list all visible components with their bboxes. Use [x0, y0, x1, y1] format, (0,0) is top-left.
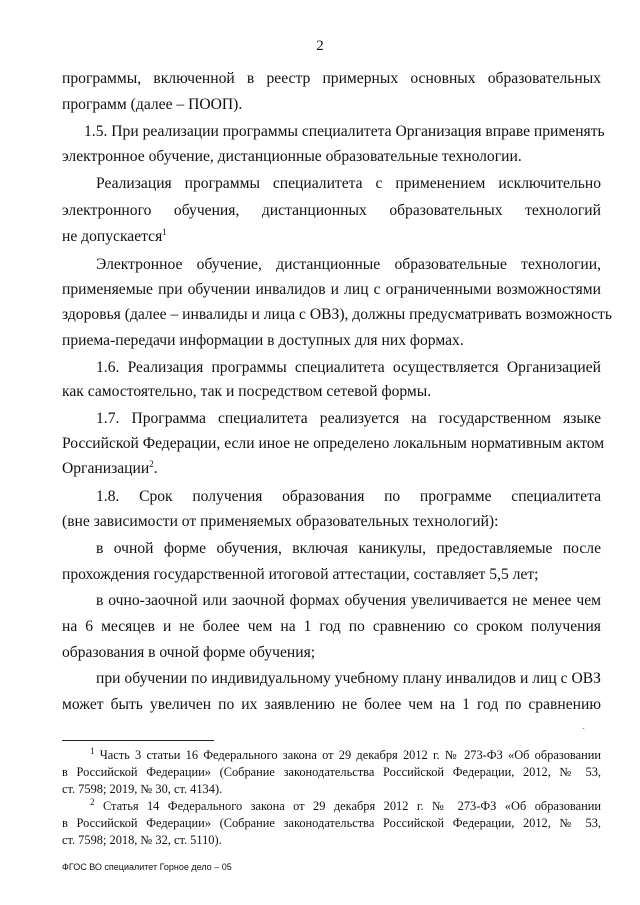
footnote-line-text: в Российской Федерации» (Собрание законодательства Российской Федерации, 2012, № 53, — [62, 765, 601, 779]
body-line-text: Реализация программы специалитета с применением исключительно — [96, 175, 601, 192]
body-line — [96, 255, 601, 275]
footnote-line-text: ст. 7598; 2019, № 30, ст. 4134). — [62, 782, 223, 796]
body-line — [96, 669, 601, 689]
body-line — [96, 539, 601, 559]
body-line — [62, 305, 612, 325]
footnote-reference: 2 — [149, 458, 154, 469]
footnote-line-text: Часть 3 статьи 16 Федерального закона от 29 декабря 2012 г. № 273-ФЗ «Об образовании — [99, 748, 601, 762]
page-number: 2 — [316, 38, 324, 54]
body-line — [62, 69, 601, 89]
footnote-line — [90, 747, 601, 764]
body-line — [62, 227, 601, 247]
body-line — [62, 331, 601, 351]
body-line-text: приема-передачи информации в доступных для них формах. — [62, 332, 464, 349]
body-line — [96, 409, 601, 429]
body-line-text: программ (далее – ПООП). — [62, 96, 243, 113]
body-line — [96, 358, 601, 378]
body-line-text: в очно-заочной или заочной формах обучения увеличивается не менее чем — [96, 592, 601, 609]
body-line-text: 1.8. Срок получения образования по программе специалитета — [96, 488, 601, 505]
body-line — [96, 487, 601, 507]
body-line-text: электронного обучения, дистанционных образовательных технологий — [62, 202, 601, 219]
footnote-line — [62, 781, 601, 798]
body-line-text: прохождения государственной итоговой аттестации, составляет 5,5 лет; — [62, 566, 539, 583]
body-line — [62, 512, 601, 532]
body-line-text: программы, включенной в реестр примерных основных образовательных — [62, 70, 601, 87]
footnote-line — [62, 764, 601, 781]
body-line — [62, 95, 601, 115]
body-line — [96, 174, 601, 194]
body-line-text: 1.6. Реализация программы специалитета осуществляется Организацией — [96, 359, 601, 376]
body-line-text: может быть увеличен по их заявлению не более чем на 1 год по сравнению — [62, 696, 601, 713]
body-line-text: применяемые при обучении инвалидов и лиц с ограниченными возможностями — [62, 281, 601, 298]
body-line-text: при обучении по индивидуальному учебному плану инвалидов и лиц с ОВЗ — [96, 670, 601, 687]
body-line-text: в очной форме обучения, включая каникулы, предоставляемые после — [96, 540, 601, 557]
body-line: Организации$^2$. — [62, 458, 158, 477]
body-line — [62, 434, 605, 454]
footnote-line-text: ст. 7598; 2018, № 32, ст. 5110). — [62, 833, 222, 847]
body-line-text: 1.5. При реализации программы специалитета Организация вправе применять — [84, 123, 605, 140]
footnote-line — [90, 798, 601, 815]
footnote-separator — [62, 740, 214, 741]
body-line-text: здоровья (далее – инвалиды и лица с ОВЗ), должны предусматривать возможность — [62, 306, 612, 323]
footnote-line-text: в Российской Федерации» (Собрание законодательства Российской Федерации, 2012, № 53, — [62, 816, 601, 830]
body-line — [62, 617, 601, 637]
body-line — [62, 643, 601, 663]
footnote-line — [62, 832, 601, 849]
body-line — [62, 565, 601, 585]
body-line-text: не допускается — [62, 228, 163, 245]
body-line-text: Организации — [62, 460, 150, 477]
body-line — [84, 122, 605, 142]
body-line — [62, 280, 601, 300]
body-line-text: образования в очной форме обучения; — [62, 644, 316, 661]
page-footer: ФГОС ВО специалитет Горное дело – 05 — [62, 862, 232, 872]
body-line — [62, 201, 601, 221]
body-line-text: (вне зависимости от применяемых образовательных технологий): — [62, 513, 499, 530]
footnote-marker: 1 — [90, 745, 95, 756]
body-line-text: Российской Федерации, если иное не определено локальным нормативным актом — [62, 435, 605, 452]
footnote-line-text: Статья 14 Федерального закона от 29 декабря 2012 г. № 273-ФЗ «Об образовании — [102, 799, 601, 813]
body-line-text: 1.7. Программа специалитета реализуется на государственном языке — [96, 410, 601, 427]
body-line-text: Электронное обучение, дистанционные образовательные технологии, — [96, 256, 601, 273]
body-line — [62, 147, 601, 167]
scan-mark: ˏ — [582, 719, 586, 730]
footnote-line — [62, 815, 601, 832]
body-line-text: электронное обучение, дистанционные образовательные технологии. — [62, 148, 522, 165]
body-line — [62, 382, 601, 402]
body-line-text: на 6 месяцев и не более чем на 1 год по сравнению со сроком получения — [62, 618, 601, 635]
body-line — [96, 591, 601, 611]
body-line-text: как самостоятельно, так и посредством сетевой формы. — [62, 383, 432, 400]
footnote-marker: 2 — [90, 796, 95, 807]
footnote-reference: 1 — [162, 226, 167, 237]
body-line — [62, 695, 601, 715]
